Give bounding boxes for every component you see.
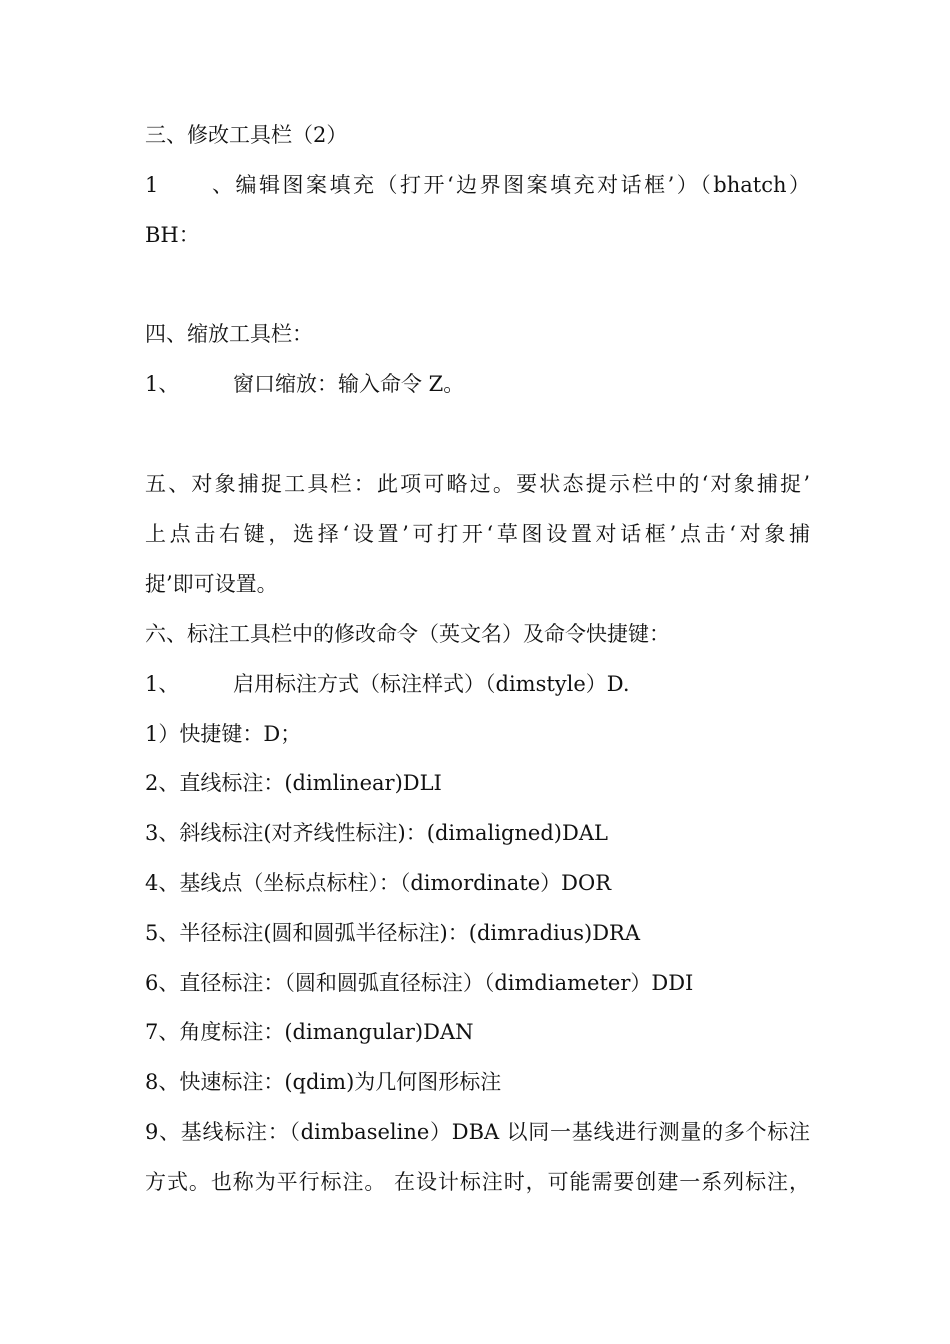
text-line-qdim: 8、快速标注：(qdim)为几何图形标注 [145,1070,502,1094]
paragraph-object-snap-line-2: 上点击右键，选择‘设置’可打开‘草图设置对话框’点击‘对象捕 [145,522,810,546]
list-item-text: 启用标注方式（标注样式）（dimstyle）D. [233,672,630,696]
text-line-dimradius: 5、半径标注(圆和圆弧半径标注)：(dimradius)DRA [145,921,641,945]
text-line-dimbaseline: 9、基线标注：（dimbaseline）DBA 以同一基线进行测量的多个标注 [145,1120,810,1144]
paragraph-object-snap-line-3: 捉’即可设置。 [145,572,278,596]
list-item-number: 1、 [145,672,180,696]
list-item-window-zoom [145,369,810,399]
text-line-dimdiameter: 6、直径标注：（圆和圆弧直径标注）（dimdiameter）DDI [145,971,694,995]
section-heading-modify-toolbar: 三、修改工具栏（2） [145,123,348,147]
text-line-dimangular: 7、角度标注：(dimangular)DAN [145,1020,474,1044]
text-line-dimordinate: 4、基线点（坐标点标柱）：（dimordinate）DOR [145,871,612,895]
text-line-parallel-dimension: 方式。也称为平行标注。 在设计标注时，可能需要创建一系列标注， [145,1170,810,1194]
text-line-dimaligned: 3、斜线标注(对齐线性标注)：(dimaligned)DAL [145,821,608,845]
list-item-text: 窗口缩放：输入命令 Z。 [233,372,465,396]
list-item-continuation: BH： [145,223,200,247]
text-line-shortcut-d: 1）快捷键：D； [145,722,302,746]
text-line-dimlinear: 2、直线标注：(dimlinear)DLI [145,771,442,795]
paragraph-object-snap-line-1: 五、对象捕捉工具栏：此项可略过。要状态提示栏中的‘对象捕捉’ [145,472,810,496]
section-heading-zoom-toolbar: 四、缩放工具栏： [145,322,313,346]
list-item-edit-hatch [145,170,810,200]
list-item-text: 编辑图案填充（打开‘边界图案填充对话框’）（bhatch） [233,173,810,197]
list-item-number: 1、 [145,173,233,197]
list-item-number: 1、 [145,372,180,396]
list-item-dimstyle [145,669,810,699]
section-heading-dimension-toolbar: 六、标注工具栏中的修改命令（英文名）及命令快捷键： [145,622,670,646]
